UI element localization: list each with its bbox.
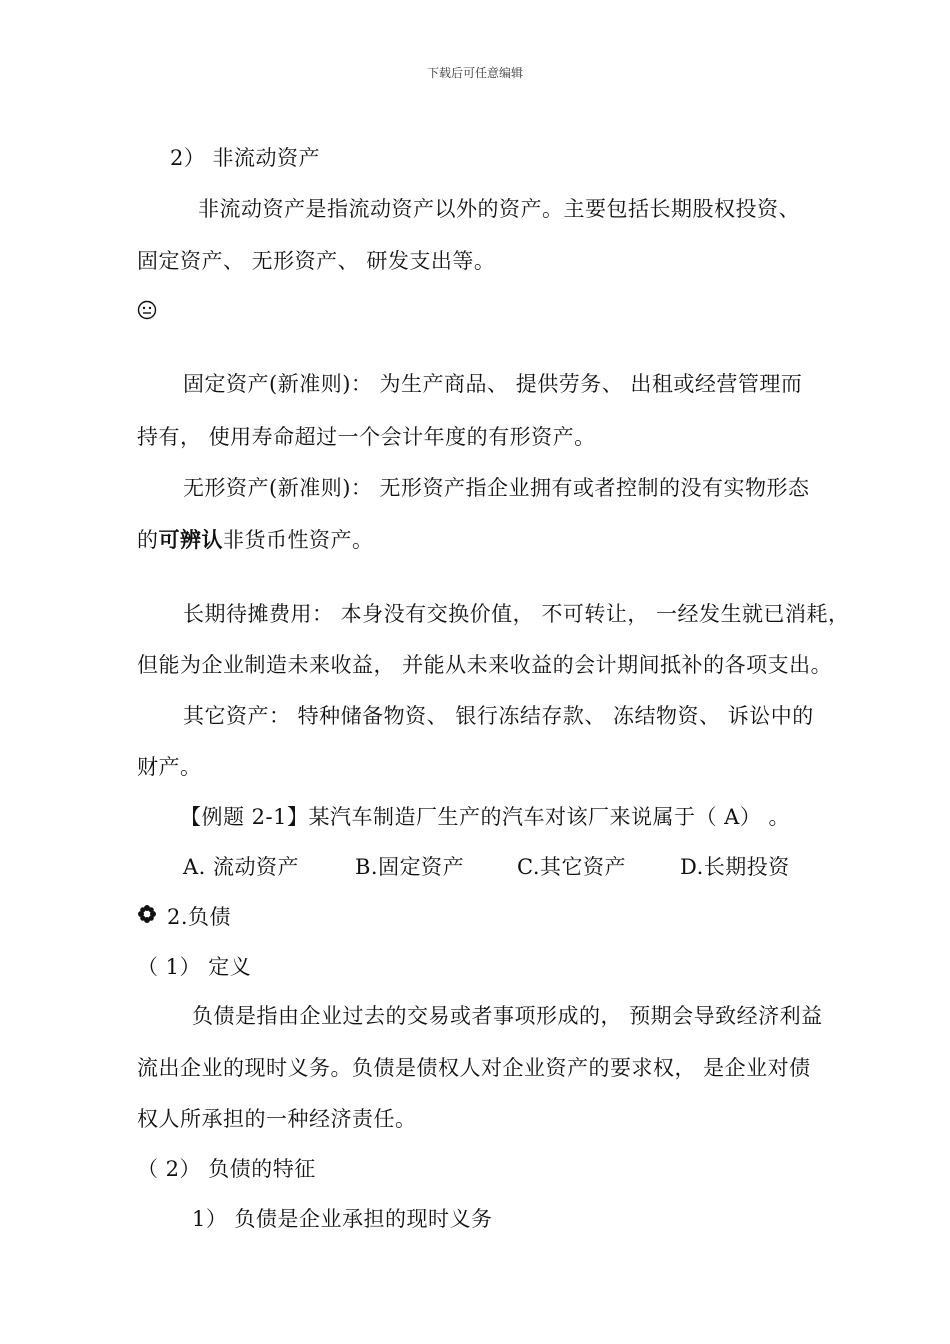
fixed-assets-line-1: 固定资产(新准则)： 为生产商品、 提供劳务、 出租或经营管理而 xyxy=(183,372,803,396)
noncurrent-definition-line-2: 固定资产、 无形资产、 研发支出等。 xyxy=(137,249,496,273)
flower-bullet-icon xyxy=(137,904,157,924)
other-assets-line-1: 其它资产： 特种储备物资、 银行冻结存款、 冻结物资、 诉讼中的 xyxy=(183,704,814,728)
intangible-line-2-prefix: 的 xyxy=(137,528,159,552)
definition-heading: （ 1） 定义 xyxy=(137,955,252,979)
long-term-deferred-line-1: 长期待摊费用： 本身没有交换价值， 不可转让， 一经发生就已消耗， xyxy=(183,602,850,626)
option-b: B.固定资产 xyxy=(355,855,465,879)
other-assets-line-2: 财产。 xyxy=(137,755,202,779)
features-heading: （ 2） 负债的特征 xyxy=(137,1157,316,1181)
page-header: 下载后可任意编辑 xyxy=(426,66,523,80)
noncurrent-assets-heading: 2） 非流动资产 xyxy=(170,146,321,170)
intangible-assets-line-2 xyxy=(137,526,374,554)
long-term-deferred-line-2: 但能为企业制造未来收益， 并能从未来收益的会计期间抵补的各项支出。 xyxy=(137,653,833,677)
intangible-line-2-suffix: 非货币性资产。 xyxy=(223,528,374,552)
liability-definition-line-3: 权人所承担的一种经济责任。 xyxy=(137,1107,417,1131)
neutral-face-icon xyxy=(137,300,157,320)
intangible-assets-line-1: 无形资产(新准则)： 无形资产指企业拥有或者控制的没有实物形态 xyxy=(183,476,810,500)
noncurrent-definition-line-1: 非流动资产是指流动资产以外的资产。主要包括长期股权投资、 xyxy=(198,197,800,221)
option-a: A. 流动资产 xyxy=(183,855,300,879)
feature-item-1: 1） 负债是企业承担的现时义务 xyxy=(192,1207,493,1231)
identifiable-emphasis: 可辨认 xyxy=(158,527,223,552)
option-c: C.其它资产 xyxy=(517,855,626,879)
liability-definition-line-2: 流出企业的现时义务。负债是债权人对企业资产的要求权， 是企业对债 xyxy=(137,1056,811,1080)
liability-definition-line-1: 负债是指由企业过去的交易或者事项形成的， 预期会导致经济利益 xyxy=(192,1004,823,1028)
fixed-assets-line-2: 持有， 使用寿命超过一个会计年度的有形资产。 xyxy=(137,425,596,449)
example-question: 【例题 2-1】某汽车制造厂生产的汽车对该厂来说属于（ A） 。 xyxy=(180,805,791,829)
option-d: D.长期投资 xyxy=(680,855,790,879)
liability-heading: 2.负债 xyxy=(167,905,232,929)
